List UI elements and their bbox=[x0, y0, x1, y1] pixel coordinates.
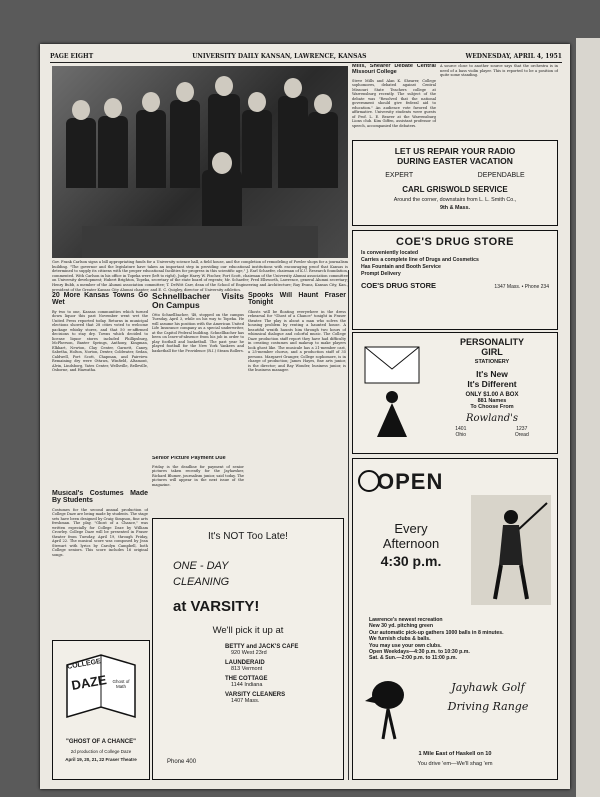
headline: Spooks Will Haunt Fraser Tonight bbox=[248, 292, 346, 307]
ad-address: 1347 Mass. • Phone 234 bbox=[494, 284, 549, 290]
ad-text: 2d production of College Daze bbox=[70, 749, 132, 754]
jayhawk-mascot-icon bbox=[363, 673, 413, 743]
ad-text: DEPENDABLE bbox=[477, 172, 525, 179]
article-bass-violin bbox=[440, 64, 558, 148]
ad-title: DURING EASTER VACATION bbox=[397, 156, 513, 166]
ad-business-name: Driving Range bbox=[447, 700, 529, 713]
ad-subtitle: STATIONERY bbox=[474, 359, 510, 365]
article-body: A source close to another source says that the orchestra is in need of a bass violin player. This is reported to be a position of quite some standing. bbox=[440, 64, 558, 77]
ad-price: ONLY $1.00 A BOX bbox=[465, 392, 519, 398]
article-body: Friday is the deadline for payment of senior pictures taken recently for the Jayhawker, Richard Blumer, journalism junior, said today. The pictures will appear in the next issue of the magazine. bbox=[152, 464, 244, 487]
ad-list-item: Is conveniently located bbox=[361, 250, 419, 256]
ad-radio-repair bbox=[352, 140, 558, 226]
ad-address: Oread bbox=[514, 432, 529, 438]
article-body: Otto Schnellbacher, '48, stopped on the campus Tuesday, April 3, while on his way to Topeka. He will assume his position with the American United Life Insurance company as a special underwriter, at the Capitol Federal building. Schnellbacher has been on leave-of-absence from his job in order to play football and basketball. The past year he played football for the New York Yankees and basketball for the Providence (R.I.) Steam Rollers. bbox=[152, 312, 244, 353]
headline: Mills, Shearer Debate Central Missouri College bbox=[352, 64, 436, 75]
ad-title: COLLEGE bbox=[66, 658, 102, 671]
ad-slogan: You drive 'em—We'll shag 'em bbox=[417, 761, 493, 767]
article-mills-shearer bbox=[352, 64, 436, 148]
ad-text: To Choose From bbox=[470, 404, 514, 410]
article-body: By two to one, Kansas communities which turned down liquor this past November went wet the United Press reported today. Returns in municipal elections showed that 28 cities voted to welcome package whisky stores, and that 50 re-affirmed decisions to stay dry. Towns which decided to license liquor stores included Phillipsburg, McPherson, Baxter Springs, Anthony, Kingman, Elkhart, Newton, Clay Center, Garnett, Caney, Sabetha, Holton, Norton, Dexter, Coldwater, Sedan, Caldwell, Fort Scott, Chapman, and Fairview. Remaining dry were Ottawa, Winfield, Altamont, Alvin, Lindsborg, Yates Center, Wellsville, Belleville, Osborne, and Hiawatha. bbox=[52, 309, 148, 373]
ad-list-item: Sat. & Sun.—2:00 p.m. to 11:00 p.m. bbox=[369, 655, 457, 662]
ad-list-item: Has Fountain and Booth Service bbox=[361, 264, 441, 270]
ad-list-item: You may use your own clubs. bbox=[369, 642, 442, 649]
headline: Schnellbacher Visits On Campus bbox=[152, 292, 244, 310]
pickup-stop-name: LAUNDERAID bbox=[225, 660, 265, 666]
pickup-stop-address: 1144 Indiana bbox=[231, 682, 263, 688]
ad-text: Afternoon bbox=[382, 536, 440, 551]
ad-text: It's New bbox=[476, 369, 508, 379]
ad-personality-girl bbox=[352, 332, 558, 454]
ad-play-title: "GHOST OF A CHANCE" bbox=[66, 739, 136, 745]
ad-dates: April 19, 20, 21, 22 Fraser Theatre bbox=[65, 757, 137, 762]
article-body: Ghosts will be floating everywhere in the dress rehearsal for "Ghost of a Chance" tonight in Fraser theater. The play is about a man who solves the housing problem by renting a haunted house. A beautiful wraith haunts him through two hours of whimsical dialogue and colorful music. The College Daze production staff report they have had difficulty in creating costumes and makeup to make players look ghost like. The musicale has a 21-member cast, a 25-member chorus, and a production staff of 35 persons. Margaret Granger, College sophomore, is in charge of production; James Hayes, fine arts junior, is the director; and Ray Wonder, business junior, is the business manager. bbox=[248, 309, 346, 373]
ad-store-name: Rowland's bbox=[466, 413, 518, 424]
ad-list-item: New 30 yd. pitching green bbox=[369, 623, 433, 630]
article-costumes bbox=[52, 490, 148, 636]
ad-title: It's NOT Too Late! bbox=[208, 531, 288, 542]
golf-ball-icon bbox=[357, 469, 381, 493]
pickup-stop-address: 920 West 23rd bbox=[231, 650, 267, 656]
ad-time: 4:30 p.m. bbox=[380, 553, 442, 569]
newspaper-page bbox=[40, 44, 570, 789]
ad-title: OPEN bbox=[377, 469, 444, 494]
ad-jayhawk-golf bbox=[352, 458, 558, 780]
ad-text: Around the corner, downstairs from L. L. Smith Co., bbox=[393, 197, 517, 203]
headline: Musical's Costumes Made By Students bbox=[52, 490, 148, 505]
ad-text: 881 Names bbox=[477, 398, 507, 404]
ad-location: 1 Mile East of Haskell on 10 bbox=[418, 751, 492, 757]
ad-title: PERSONALITY bbox=[459, 337, 524, 347]
ad-coes-drug-store bbox=[352, 230, 558, 330]
ad-text: It's Different bbox=[467, 379, 517, 389]
ad-list-item: Our automatic pick-up gathers 1000 balls in 8 minutes. bbox=[369, 629, 504, 636]
ad-college-daze bbox=[52, 640, 150, 780]
ad-list-item: Carries a complete line of Drugs and Cosmetics bbox=[361, 257, 479, 263]
ad-title: DAZE bbox=[70, 672, 108, 693]
issue-date: WEDNESDAY, APRIL 4, 1951 bbox=[465, 52, 562, 60]
ad-list-item: Open Weekdays—4:30 p.m. to 10:30 p.m. bbox=[369, 649, 470, 656]
ad-varsity-cleaners bbox=[152, 518, 344, 780]
article-kansas-towns bbox=[52, 292, 148, 486]
article-schnellbacher bbox=[152, 292, 244, 452]
ad-title: COE'S DRUG STORE bbox=[396, 236, 514, 248]
column-rule bbox=[348, 270, 349, 780]
ad-business-name: Jayhawk Golf bbox=[451, 681, 525, 694]
ad-list-item: We furnish clubs & balls. bbox=[369, 636, 431, 643]
ad-address: 9th & Mass. bbox=[440, 205, 470, 211]
pickup-stop-name: THE COTTAGE bbox=[225, 676, 268, 682]
ad-text: Every bbox=[394, 521, 428, 536]
page-header bbox=[50, 50, 562, 63]
page-number: PAGE EIGHT bbox=[50, 52, 94, 60]
masthead: UNIVERSITY DAILY KANSAN, LAWRENCE, KANSAS bbox=[192, 52, 367, 60]
ad-address: 1401 bbox=[455, 426, 467, 432]
ad-business-name: COE'S DRUG STORE bbox=[361, 281, 436, 290]
pickup-stop-name: VARSITY CLEANERS bbox=[225, 692, 286, 698]
ad-text: Ghost of Math bbox=[112, 679, 130, 689]
adjacent-page-edge bbox=[576, 38, 600, 797]
article-senior-picture bbox=[152, 456, 244, 512]
ad-business-name: CARL GRISWOLD SERVICE bbox=[402, 185, 508, 194]
ad-text: CLEANING bbox=[173, 576, 230, 588]
golfer-illustration bbox=[471, 495, 551, 605]
ad-text: ONE - DAY bbox=[173, 560, 229, 572]
ad-phone: Phone 400 bbox=[167, 759, 197, 765]
ad-business-name: at VARSITY! bbox=[173, 598, 260, 615]
ad-address: 1237 bbox=[516, 426, 528, 432]
article-body: Costumes for the second annual production of College Daze are being made by students. The stage sets have been designed by Craig Simpson, fine arts freshman. The play, "Ghost of a Chance," was written especially for College Daze by William Crowley. College Daze will be presented in Fraser theater from Tuesday, April 19, through Friday, April 22. The musical score was composed by Jean Stewart with lyrics by Carolyn Campbell, both College seniors. This score includes 16 original songs. bbox=[52, 507, 148, 557]
photo-caption: Gov. Frank Carlson signs a bill appropriating funds for a University science hall, a field house, and the completion of remodeling of Fowler shops for a journalism building. "The governor and the legislature have taken an important step in providing our educational institutions with encouraging proof that Kansas is determined to supply its citizens with the proper educational facilities for progress in this scientific age," J. Earl Schaefer, chairman of K.U. Research foundation, commented. With Carlson in his office in Topeka were (left to right), Judge Harry W. Fischer, Fort Scott, chairman of the University Alumni association committee on University development; Hubert Brighton, Topeka, secretary of the state board of regents; Mr. Schaefer; Fred Ellsworth, Lawrence, general Alumni secretary; Henry Bubb, a member of the Alumni association committee; T. DeWitt Carr, dean of the School of Engineering and Architecture; Ray Evans, Kansas City, Kan., president of the Greater Kansas City Alumni chapter; and E. C. Quigley, director of University athletics. bbox=[52, 260, 348, 292]
headline: 20 More Kansas Towns Go Wet bbox=[52, 292, 148, 307]
ad-list-item: Lawrence's newest recreation bbox=[369, 617, 443, 623]
ad-list-item: Prompt Delivery bbox=[361, 271, 401, 277]
pickup-stop-address: 813 Vermont bbox=[231, 666, 263, 672]
article-body: Steve Mills and Alan K. Shearer, College sophomores, debated against Central Missouri State Teachers college at Warrensburg recently. The subject of the debate was "Resolved that the national government should give federal aid to education." An audience vote favored the affirmative. University students were guests of Prof. L. E. Beaver at the Warrensburg Lions club. Kim Giffen, assistant professor of speech, accompanied the debaters. bbox=[352, 78, 436, 128]
article-spooks bbox=[248, 292, 346, 512]
ad-address: Ohio bbox=[455, 432, 467, 438]
ad-title: GIRL bbox=[481, 347, 503, 357]
ad-title: LET US REPAIR YOUR RADIO bbox=[394, 146, 516, 156]
pickup-stop-address: 1407 Mass. bbox=[231, 698, 260, 704]
ad-text: We'll pick it up at bbox=[212, 625, 284, 636]
envelope-girl-illustration bbox=[357, 337, 427, 447]
headline: Senior Picture Payment Due bbox=[152, 456, 226, 461]
pickup-stop-name: BETTY and JACK'S CAFE bbox=[225, 644, 299, 650]
ad-text: EXPERT bbox=[385, 172, 414, 179]
governor-signing-photo bbox=[52, 66, 348, 258]
